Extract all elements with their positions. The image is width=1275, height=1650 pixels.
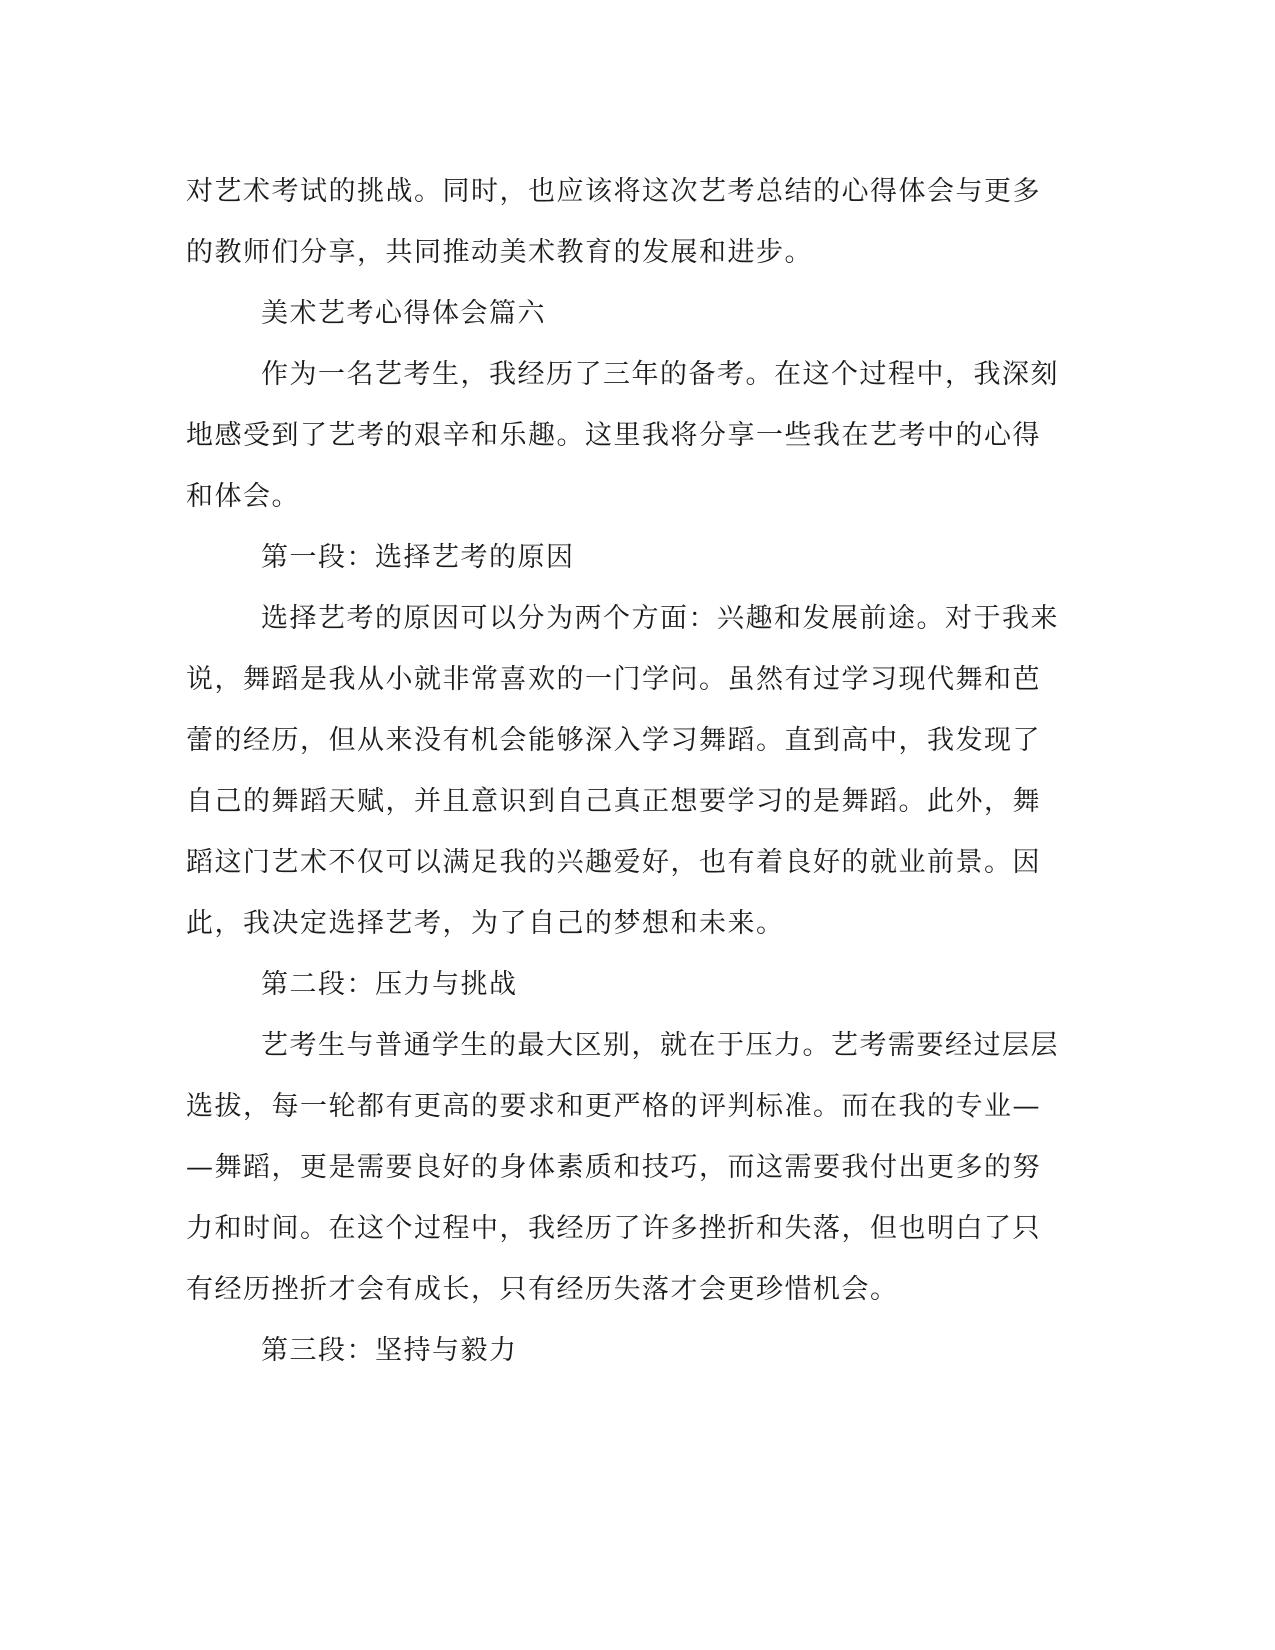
document-body bbox=[186, 161, 1066, 1381]
section-heading: 第二段：压力与挑战 bbox=[261, 969, 518, 1000]
section-heading: 第三段：坚持与毅力 bbox=[261, 1335, 518, 1366]
text-line: 有经历挫折才会有成长，只有经历失落才会更珍惜机会。 bbox=[186, 1274, 899, 1305]
text-line: 的教师们分享，共同推动美术教育的发展和进步。 bbox=[186, 237, 813, 268]
text-line: 蕾的经历，但从来没有机会能够深入学习舞蹈。直到高中，我发现了 bbox=[186, 725, 1041, 756]
text-line: 作为一名艺考生，我经历了三年的备考。在这个过程中，我深刻 bbox=[261, 359, 1059, 390]
text-line: 选拔，每一轮都有更高的要求和更严格的评判标准。而在我的专业— bbox=[186, 1091, 1041, 1122]
text-line: 艺考生与普通学生的最大区别，就在于压力。艺考需要经过层层 bbox=[261, 1030, 1059, 1061]
text-line: 此，我决定选择艺考，为了自己的梦想和未来。 bbox=[186, 908, 785, 939]
section-heading: 第一段：选择艺考的原因 bbox=[261, 542, 575, 573]
text-line: 自己的舞蹈天赋，并且意识到自己真正想要学习的是舞蹈。此外，舞 bbox=[186, 786, 1041, 817]
text-line: 蹈这门艺术不仅可以满足我的兴趣爱好，也有着良好的就业前景。因 bbox=[186, 847, 1041, 878]
text-line: —舞蹈，更是需要良好的身体素质和技巧，而这需要我付出更多的努 bbox=[186, 1152, 1041, 1183]
text-line: 和体会。 bbox=[186, 481, 300, 512]
text-line: 地感受到了艺考的艰辛和乐趣。这里我将分享一些我在艺考中的心得 bbox=[186, 420, 1041, 451]
section-title: 美术艺考心得体会篇六 bbox=[261, 298, 546, 329]
text-line: 说，舞蹈是我从小就非常喜欢的一门学问。虽然有过学习现代舞和芭 bbox=[186, 664, 1041, 695]
text-line: 力和时间。在这个过程中，我经历了许多挫折和失落，但也明白了只 bbox=[186, 1213, 1041, 1244]
text-line: 对艺术考试的挑战。同时，也应该将这次艺考总结的心得体会与更多 bbox=[186, 176, 1041, 207]
text-line: 选择艺考的原因可以分为两个方面：兴趣和发展前途。对于我来 bbox=[261, 603, 1059, 634]
